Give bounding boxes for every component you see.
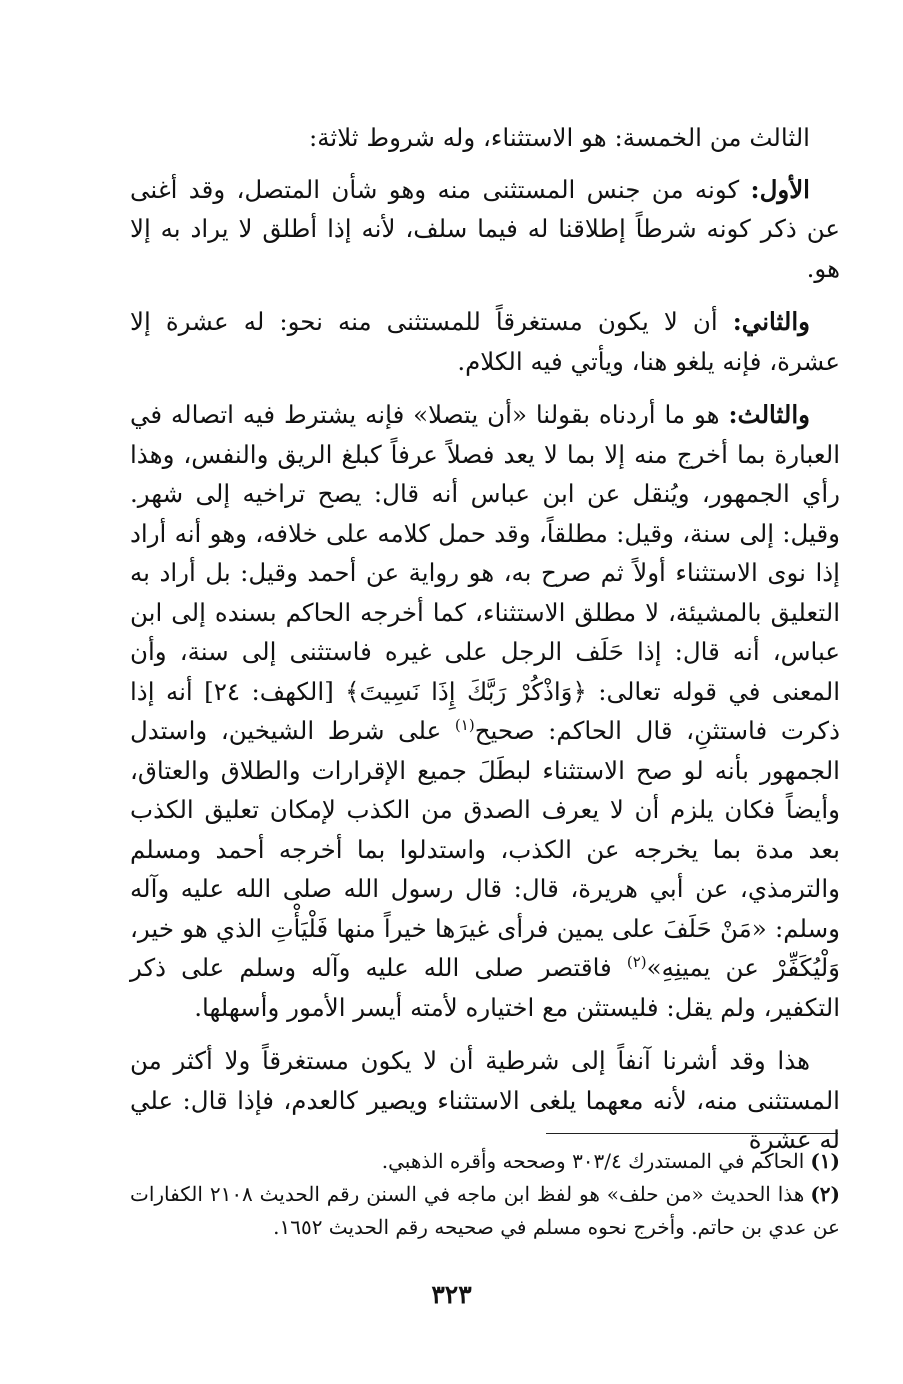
page-number: ٣٢٣ bbox=[431, 1280, 472, 1309]
condition-label: والثالث: bbox=[728, 400, 810, 429]
condition-text: كونه من جنس المستثنى منه وهو شأن المتصل، وقد أغنى عن ذكر كونه شرطاً إطلاقنا له فيما سلف، لأنه إذا أطلق لا يراد به إلا هو. bbox=[130, 174, 840, 283]
condition-text: أن لا يكون مستغرقاً للمستثنى منه نحو: له عشرة إلا عشرة، فإنه يلغو هنا، ويأتي فيه الكلام. bbox=[130, 307, 840, 376]
footnote-divider bbox=[546, 1133, 838, 1134]
footnote-ref-2[interactable]: (٢) bbox=[626, 952, 647, 971]
footnote-2 bbox=[130, 1178, 840, 1244]
condition-third bbox=[130, 395, 840, 1027]
intro-paragraph: الثالث من الخمسة: هو الاستثناء، وله شروط ثلاثة: bbox=[308, 123, 810, 152]
condition-label: والثاني: bbox=[732, 307, 810, 336]
condition-text: على شرط الشيخين، واستدل الجمهور بأنه لو صح الاستثناء لبطَلَ جميع الإقرارات والطلاق والعتاق، وأيضاً فكان يلزم أن لا يعرف الصدق من الكذب لإمكان تعليق الكذب بعد مدة بما يخرجه عن الكذب، واستدلوا بما أخرجه أحمد ومسلم والترمذي، عن أبي هريرة، قال: قال رسول الله صلى الله عليه وآله وسلم: «مَنْ حَلَفَ على يمين فرأى غيرَها خيراً منها فَلْيَأْتِ الذي هو خير، وَلْيُكَفِّرْ عن يمينِهِ» bbox=[130, 716, 841, 982]
footnote-number: (٢) bbox=[810, 1182, 840, 1206]
condition-text: هو ما أردناه بقولنا «أن يتصلا» فإنه يشترط فيه اتصاله في العبارة بما أخرج منه إلا بما لا يعد فصلاً عرفاً كبلغ الريق والنفس، وهذا رأي الجمهور، ويُنقل عن ابن عباس أنه قال: يصح تراخيه إلى شهر. وقيل: إلى سنة، وقيل: مطلقاً، وقد حمل كلامه على خلافه، وهو أنه أراد إذا نوى الاستثناء أولاً ثم صرح به، هو رواية عن أحمد وقيل: بل أراد به التعليق بالمشيئة، لا مطلق الاستثناء، كما أخرجه الحاكم بسنده إلى ابن عباس، أنه قال: إذا حَلَف الرجل على غيره فاستثنى إلى سنة، وأن المعنى في قوله تعالى: ﴿وَاذْكُرْ رَبَّكَ إِذَا نَسِيتَ﴾ [الكهف: ٢٤] أنه إذا ذكرت فاستثنِ، قال الحاكم: صحيح bbox=[130, 400, 841, 745]
footnotes bbox=[130, 1145, 840, 1244]
footnote-text: الحاكم في المستدرك ٣٠٣/٤ وصححه وأقره الذهبي. bbox=[381, 1149, 805, 1173]
condition-text: فاقتصر صلى الله عليه وآله وسلم على ذكر التكفير، ولم يقل: فليستثن مع اختياره لأمته أيسر الأمور وأسهلها. bbox=[130, 953, 840, 1022]
footnote-ref-1[interactable]: (١) bbox=[454, 715, 475, 734]
footnote-1 bbox=[130, 1145, 840, 1178]
condition-second bbox=[130, 302, 840, 381]
closing-paragraph: هذا وقد أشرنا آنفاً إلى شرطية أن لا يكون مستغرقاً ولا أكثر من المستثنى منه، لأنه معهما يلغى الاستثناء ويصير كالعدم، فإذا قال: علي له عشرة bbox=[130, 1046, 840, 1154]
condition-label: الأول: bbox=[750, 174, 810, 204]
main-text bbox=[130, 118, 840, 1174]
condition-first bbox=[130, 170, 840, 289]
footnote-text: هذا الحديث «من حلف» هو لفظ ابن ماجه في السنن رقم الحديث ٢١٠٨ الكفارات عن عدي بن حاتم. وأخرج نحوه مسلم في صحيحه رقم الحديث ١٦٥٢. bbox=[130, 1182, 840, 1239]
footnote-number: (١) bbox=[810, 1149, 840, 1173]
